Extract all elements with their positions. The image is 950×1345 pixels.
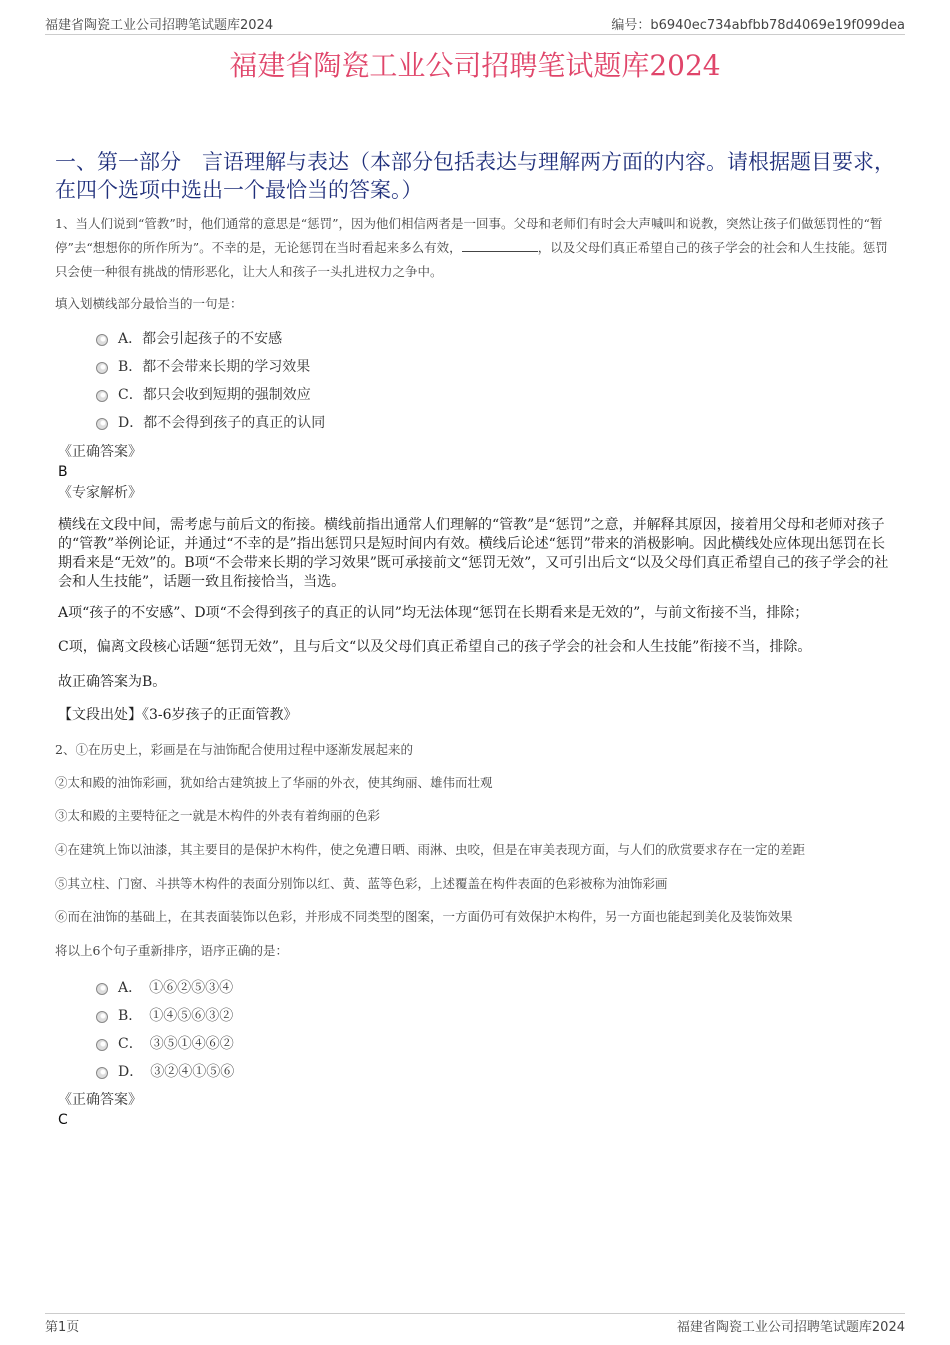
analysis-label: 《专家解析》 xyxy=(58,485,142,501)
page-footer xyxy=(45,1313,905,1335)
answer-label: 《正确答案》 xyxy=(58,444,142,460)
question-1-prompt: 填入划横线部分最恰当的一句是： xyxy=(55,296,243,311)
radio-icon[interactable] xyxy=(96,1039,108,1051)
question-2-line: ③太和殿的主要特征之一就是木构件的外表有着绚丽的色彩 xyxy=(55,808,381,823)
header-title: 福建省陶瓷工业公司招聘笔试题库2024 xyxy=(45,18,274,33)
question-1-options xyxy=(96,325,696,437)
radio-icon[interactable] xyxy=(96,362,108,374)
option-c[interactable]: C． ③⑤①④⑥② xyxy=(96,1030,696,1058)
fill-blank xyxy=(462,239,538,252)
analysis-paragraph-1: 横线在文段中间，需考虑与前后文的衔接。横线前指出通常人们理解的“管教”是“惩罚”之意，并解释其原因，接着用父母和老师对孩子的“管教”举例论证，并通过“不幸的是”指出惩罚只是短时间内有效。横线后论述“惩罚”带来的消极影响。因此横线处应体现出惩罚在长期看来是“无效”的。B项“不会带来长期的学习效果”既可承接前文“惩罚无效”，又可引出后文“以及父母们真正希望自己的孩子学会的社会和人生技能”，话题一致且衔接恰当，当选。 xyxy=(58,517,889,590)
radio-icon[interactable] xyxy=(96,983,108,995)
page-number: 第1页 xyxy=(45,1320,80,1335)
option-b[interactable]: B． ①④⑤⑥③② xyxy=(96,1002,696,1030)
radio-icon[interactable] xyxy=(96,418,108,430)
header-doc-id: 编号：b6940ec734abfbb78d4069e19f099dea xyxy=(611,18,905,33)
question-2-line: ⑤其立柱、门窗、斗拱等木构件的表面分别饰以红、黄、蓝等色彩，上述覆盖在构件表面的色彩被称为油饰彩画 xyxy=(55,876,668,891)
question-1-text-part-b: ，以及父母们真正希望自己的孩子学会的社会和人生技能。惩罚只会使一种很有挑战的情形恶化，让大人和孩子一头扎进权力之争中。 xyxy=(55,240,888,279)
answer-value: C xyxy=(58,1112,68,1128)
document-title: 福建省陶瓷工业公司招聘笔试题库2024 xyxy=(229,49,721,82)
question-2-line: 2、①在历史上，彩画是在与油饰配合使用过程中逐渐发展起来的 xyxy=(55,742,413,757)
option-a[interactable]: A．都会引起孩子的不安感 xyxy=(96,325,696,353)
answer-value: B xyxy=(58,464,68,480)
analysis-paragraph-2: A项“孩子的不安感”、D项“不会得到孩子的真正的认同”均无法体现“惩罚在长期看来是无效的”，与前文衔接不当，排除； xyxy=(58,605,809,621)
question-2-prompt: 将以上6个句子重新排序，语序正确的是： xyxy=(55,943,288,958)
question-2-line: ⑥而在油饰的基础上，在其表面装饰以色彩，并形成不同类型的图案，一方面仍可有效保护木构件，另一方面也能起到美化及装饰效果 xyxy=(55,909,793,924)
analysis-paragraph-3: C项，偏离文段核心话题“惩罚无效”，且与后文“以及父母们真正希望自己的孩子学会的社会和人生技能”衔接不当，排除。 xyxy=(58,639,812,655)
option-d[interactable]: D．都不会得到孩子的真正的认同 xyxy=(96,409,696,437)
section-heading: 一、第一部分 言语理解与表达（本部分包括表达与理解两方面的内容。请根据题目要求，在四个选项中选出一个最恰当的答案。） xyxy=(55,150,895,202)
page-header xyxy=(45,14,905,35)
question-2-line: ②太和殿的油饰彩画，犹如给古建筑披上了华丽的外衣，使其绚丽、雄伟而壮观 xyxy=(55,775,493,790)
option-c[interactable]: C．都只会收到短期的强制效应 xyxy=(96,381,696,409)
radio-icon[interactable] xyxy=(96,1011,108,1023)
radio-icon[interactable] xyxy=(96,334,108,346)
option-a[interactable]: A． ①⑥②⑤③④ xyxy=(96,974,696,1002)
footer-title: 福建省陶瓷工业公司招聘笔试题库2024 xyxy=(676,1320,905,1335)
question-2-options xyxy=(96,974,696,1086)
option-b[interactable]: B．都不会带来长期的学习效果 xyxy=(96,353,696,381)
question-1-text-part-a: 1、当人们说到“管教”时，他们通常的意思是“惩罚”，因为他们相信两者是一回事。父母和老师们有时会大声喊叫和说教，突然让孩子们做惩罚性的“暂停”去“想想你的所作所为”。不幸的是，无论惩罚在当时看起来多么有效， xyxy=(55,216,883,255)
answer-label: 《正确答案》 xyxy=(58,1092,142,1108)
radio-icon[interactable] xyxy=(96,390,108,402)
option-d[interactable]: D． ③②④①⑤⑥ xyxy=(96,1058,696,1086)
text-source: 【文段出处】《3-6岁孩子的正面管教》 xyxy=(58,707,298,723)
radio-icon[interactable] xyxy=(96,1067,108,1079)
question-2-line: ④在建筑上饰以油漆，其主要目的是保护木构件，使之免遭日晒、雨淋、虫咬，但是在审美表现方面，与人们的欣赏要求存在一定的差距 xyxy=(55,842,806,857)
question-1-text xyxy=(55,212,900,284)
analysis-conclusion: 故正确答案为B。 xyxy=(58,674,167,690)
